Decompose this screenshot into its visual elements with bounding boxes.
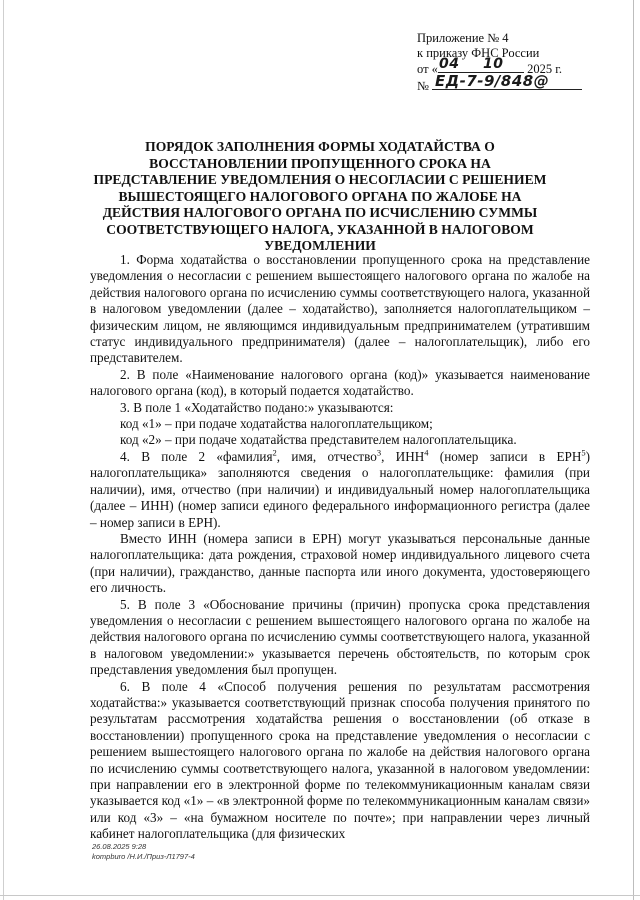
footnote-ref-2: 2	[272, 447, 277, 458]
stamp-date-day-handwritten: 04	[439, 56, 460, 72]
paragraph-4-part-b: , имя, отчество	[276, 448, 377, 464]
stamp-line-1: Приложение № 4	[417, 31, 509, 45]
stamp-number-row	[417, 72, 617, 94]
stamp-date-prefix: от «	[417, 62, 438, 76]
paragraph-4-part-c: , ИНН	[381, 448, 425, 464]
paragraph-4-extra: Вместо ИНН (номера записи в ЕРН) могут указываться персональные данные налогоплательщика: дата рождения, страховой номер индивидуального лицевого счета (при наличии), гражданство, данные паспорта или иного документа, удостоверяющего его личность.	[90, 530, 590, 596]
appendix-stamp	[417, 31, 617, 94]
paragraph-4	[90, 449, 590, 531]
stamp-date-month-handwritten: 10	[483, 56, 504, 72]
scan-edge-right	[633, 0, 634, 900]
paragraph-1: 1. Форма ходатайства о восстановлении пропущенного срока на представление уведомления о несогласии с решением вышестоящего налогового органа по жалобе на действия налогового органа по исчислению суммы соответствующего налога, указанной в налоговом уведомлении (далее – ходатайство), заполняется налогоплательщиком – физическим лицом, не являющимся индивидуальным предпринимателем (утратившим статус индивидуального предпринимателя) (далее – налогоплательщик), либо его представителем.	[90, 252, 590, 366]
paragraph-3-code-1: код «1» – при подаче ходатайства налогоплательщиком;	[120, 416, 433, 432]
stamp-line-2: к приказу ФНС России	[417, 46, 540, 60]
footnote-ref-5: 5	[581, 447, 586, 458]
scan-edge-left	[3, 0, 4, 900]
paragraph-3: 3. В поле 1 «Ходатайство подано:» указываются:	[120, 399, 394, 415]
paragraph-4-part-d: (номер записи в ЕРН	[428, 448, 582, 464]
paragraph-6: 6. В поле 4 «Способ получения решения по результатам рассмотрения ходатайства:» указывается соответствующий признак способа получения принятого по результатам рассмотрения ходатайства решения о восстановлении (об отказе в восстановлении) пропущенного срока на представление уведомления о несогласии с решением вышестоящего налогового органа по жалобе на действия налогового органа по исчислению суммы соответствующего налога, указанной в налоговом уведомлении: при направлении его в электронной форме по телекоммуникационным каналам связи указывается код «1» – «в электронной форме по телекоммуникационным каналам связи» или код «3» – «на бумажном носителе по почте»; при направлении через личный кабинет налогоплательщика (для физических	[90, 678, 590, 842]
stamp-date-year: 2025 г.	[527, 62, 563, 76]
document-body	[90, 252, 590, 843]
footer-author: kompburo /Н.И./Приз-Л1797-4	[92, 851, 195, 861]
footer-timestamp: 26.08.2025 9:28	[92, 842, 147, 851]
footnote-ref-4: 4	[424, 447, 429, 458]
paragraph-4-part-e: ) налогоплательщика» заполняются сведения о налогоплательщике: фамилия (при наличии), имя, отчество (при наличии) и индивидуальный номер налогоплательщика (далее – ИНН) (номер записи единого федерального информационного регистра (далее – номер записи в ЕРН).	[90, 448, 591, 530]
paragraph-4-part-a: 4. В поле 2 «фамилия	[120, 448, 273, 464]
footnote-ref-3: 3	[376, 447, 382, 458]
stamp-number-prefix: №	[417, 79, 429, 93]
paragraph-5: 5. В поле 3 «Обоснование причины (причин) пропуска срока представления уведомления о несогласии с решением вышестоящего налогового органа по жалобе на действия налогового органа по исчислению суммы соответствующего налога, указанной в налоговом уведомлении:» указывается перечень обстоятельств, по которым срок представления уведомления был пропущен.	[90, 596, 590, 678]
stamp-number-handwritten: ЕД-7-9/848@	[435, 72, 550, 90]
print-footer	[92, 842, 195, 861]
scan-edge-bottom	[0, 895, 640, 896]
document-title: ПОРЯДОК ЗАПОЛНЕНИЯ ФОРМЫ ХОДАТАЙСТВА О ВОССТАНОВЛЕНИИ ПРОПУЩЕННОГО СРОКА НА ПРЕДСТАВЛЕНИЕ УВЕДОМЛЕНИЯ О НЕСОГЛАСИИ С РЕШЕНИЕМ ВЫШЕСТОЯЩЕГО НАЛОГОВОГО ОРГАНА ПО ЖАЛОБЕ НА ДЕЙСТВИЯ НАЛОГОВОГО ОРГАНА ПО ИСЧИСЛЕНИЮ СУММЫ СООТВЕТСТВУЮЩЕГО НАЛОГА, УКАЗАННОЙ В НАЛОГОВОМ УВЕДОМЛЕНИИ	[93, 139, 547, 253]
paragraph-3-code-2: код «2» – при подаче ходатайства представителем налогоплательщика.	[120, 432, 517, 448]
paragraph-2: 2. В поле «Наименование налогового органа (код)» указывается наименование налогового органа (код), в который подается ходатайство.	[90, 366, 590, 399]
